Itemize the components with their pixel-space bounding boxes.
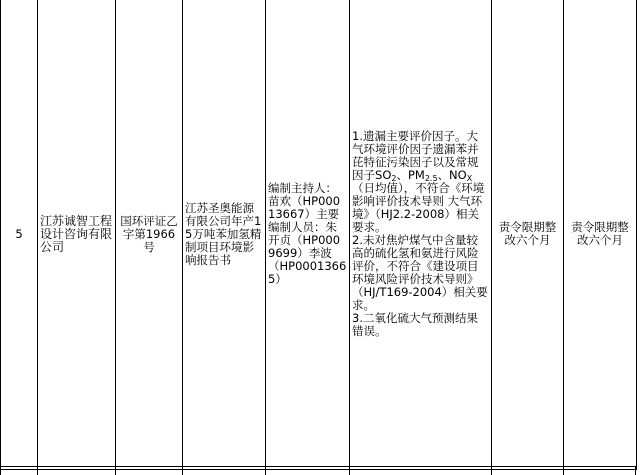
penalty-text-2: 责令限期整改六个月 xyxy=(571,220,629,247)
table-row xyxy=(1,0,637,470)
penalty-cell-2 xyxy=(564,0,637,470)
org-cell xyxy=(38,0,116,470)
people-list: 编制主持人：苗欢（HP00013667）主要编制人员：朱开贞（HP0009699）李波（HP00013665） xyxy=(268,181,347,286)
row-index-cell xyxy=(1,0,38,470)
penalty-text-1: 责令限期整改六个月 xyxy=(498,220,557,247)
people-cell xyxy=(266,0,350,470)
cert-number: 国环评证乙字第1966号 xyxy=(120,213,178,254)
issue-2: 2.未对焦炉煤气中含量较高的硫化氢和氨进行风险评价，不符合《建设项目环境风险评价技术导则》（HJ/T169-2004）相关要求。 xyxy=(352,233,488,312)
next-row-edge xyxy=(0,466,636,475)
org-name: 江苏诚智工程设计咨询有限公司 xyxy=(40,213,113,254)
issues-cell xyxy=(350,0,492,470)
project-cell xyxy=(183,0,266,470)
issue-1: 1.遗漏主要评价因子。大气环境评价因子遗漏苯并芘特征污染因子以及常规因子$SO_2$、$PM_{2.5}$、$NO_X$（日均值），不符合《环境影响评价技术导则 大气环境》（HJ2.2-2008）相关要求。 xyxy=(352,129,485,234)
penalty-cell-1 xyxy=(492,0,564,470)
issue-3: 3.二氧化硫大气预测结果错误。 xyxy=(352,311,478,338)
cert-cell xyxy=(116,0,183,470)
project-name: 江苏圣奥能源有限公司年产15万吨苯加氢精制项目环境影响报告书 xyxy=(185,200,262,267)
row-index: 5 xyxy=(15,226,23,241)
